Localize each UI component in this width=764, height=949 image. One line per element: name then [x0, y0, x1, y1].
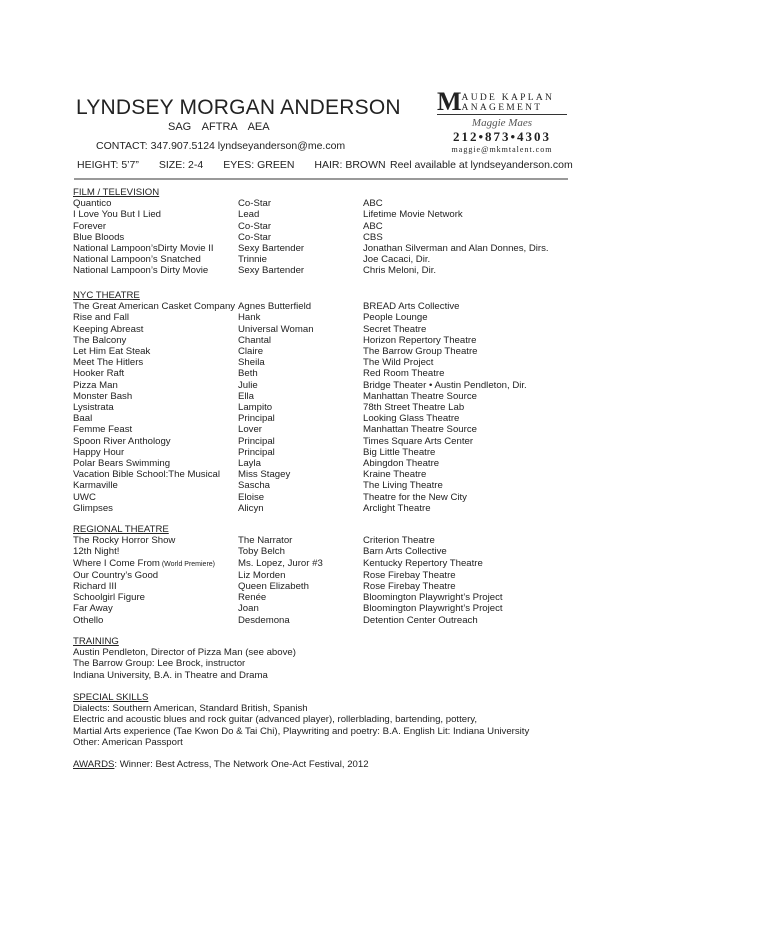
credit-title: UWC	[73, 491, 96, 503]
credit-venue: Manhattan Theatre Source	[363, 424, 477, 436]
credit-role: Lead	[238, 209, 260, 221]
credit-venue: Arclight Theatre	[363, 502, 431, 514]
actor-name: LYNDSEY MORGAN ANDERSON	[76, 96, 401, 119]
logo-line: AUDE KAPLAN	[461, 93, 555, 103]
credit-title: Othello	[73, 614, 104, 626]
training-section	[73, 636, 296, 681]
credit-role: Claire	[238, 346, 264, 358]
credit-venue: People Lounge	[363, 312, 428, 324]
credit-row	[73, 581, 503, 592]
skill-line: Electric and acoustic blues and rock guitar (advanced player), rollerblading, bartending, pottery,	[73, 714, 478, 726]
credit-venue: Looking Glass Theatre	[363, 413, 460, 425]
skills-section	[73, 692, 529, 748]
credit-row	[73, 368, 527, 379]
credit-venue: Criterion Theatre	[363, 535, 435, 547]
section-heading: AWARDS	[73, 759, 115, 770]
credit-role: Principal	[238, 446, 275, 458]
credit-title: Where I Come From (World Premiere)	[73, 557, 216, 569]
credit-venue: ABC	[363, 198, 383, 210]
credit-venue: Red Room Theatre	[363, 368, 445, 380]
physical-stats	[77, 159, 386, 171]
credit-role: Renée	[238, 592, 267, 604]
credit-role: Principal	[238, 435, 275, 447]
credit-title: Let Him Eat Steak	[73, 346, 151, 358]
credit-venue: Horizon Repertory Theatre	[363, 334, 477, 346]
credit-row	[73, 503, 527, 514]
world-premiere-note: (World Premiere)	[159, 560, 216, 568]
credit-venue: Kraine Theatre	[363, 469, 427, 481]
training-line: The Barrow Group: Lee Brock, instructor	[73, 658, 246, 670]
credit-row	[73, 346, 527, 357]
skill-line: Other: American Passport	[73, 736, 183, 748]
header-divider	[74, 178, 568, 180]
credit-row	[73, 402, 527, 413]
credit-row	[73, 436, 527, 447]
section-heading: NYC THEATRE	[73, 290, 140, 301]
credit-row	[73, 357, 527, 368]
credit-title: National Lampoon’s Dirty Movie	[73, 265, 209, 277]
credit-venue: Joe Cacaci, Dir.	[363, 254, 431, 266]
credit-role: Sheila	[238, 357, 265, 369]
credit-title: Happy Hour	[73, 446, 125, 458]
credit-venue: Lifetime Movie Network	[363, 209, 463, 221]
credit-role: Layla	[238, 458, 261, 470]
credit-row	[73, 570, 503, 581]
contact-info: CONTACT: 347.907.5124 lyndseyanderson@me.com	[96, 140, 346, 152]
credit-role: Lover	[238, 424, 262, 436]
credit-venue: Bloomington Playwright’s Project	[363, 603, 503, 615]
credit-row	[73, 458, 527, 469]
credit-role: Miss Stagey	[238, 469, 291, 481]
credit-title: National Lampoon’s Snatched	[73, 254, 201, 266]
eyes: EYES: GREEN	[223, 159, 295, 171]
credit-title: The Balcony	[73, 334, 127, 346]
credit-role: Alicyn	[238, 502, 264, 514]
credit-row	[73, 265, 549, 276]
credit-row	[73, 243, 549, 254]
credit-venue: Big Little Theatre	[363, 446, 436, 458]
credit-title: Glimpses	[73, 502, 113, 514]
awards-section	[73, 759, 369, 770]
credit-title: Lysistrata	[73, 402, 114, 414]
credit-title: Keeping Abreast	[73, 323, 144, 335]
reel-info: Reel available at lyndseyanderson.com	[390, 159, 573, 171]
credit-title: National Lampoon’sDirty Movie II	[73, 243, 214, 255]
credit-role: Hank	[238, 312, 261, 324]
credit-venue: ABC	[363, 220, 383, 232]
credit-role: Eloise	[238, 491, 265, 503]
credit-row	[73, 335, 527, 346]
credit-title: I Love You But I Lied	[73, 209, 162, 221]
credit-row	[73, 198, 549, 209]
credit-venue: Manhattan Theatre Source	[363, 390, 477, 402]
training-line: Austin Pendleton, Director of Pizza Man (see above)	[73, 647, 296, 659]
credit-role: Ms. Lopez, Juror #3	[238, 557, 323, 569]
credit-row	[73, 469, 527, 480]
credit-role: Co-Star	[238, 231, 272, 243]
agency-email: maggie@mkmtalent.com	[451, 145, 553, 154]
credit-role: The Narrator	[238, 535, 293, 547]
credit-role: Agnes Butterfield	[238, 301, 312, 313]
credit-venue: Rose Firebay Theatre	[363, 569, 456, 581]
credit-venue: Barn Arts Collective	[363, 546, 447, 558]
credit-role: Julie	[238, 379, 258, 391]
credit-row	[73, 558, 503, 570]
skill-line: Dialects: Southern American, Standard British, Spanish	[73, 703, 308, 715]
credit-venue: Chris Meloni, Dir.	[363, 265, 437, 277]
credit-role: Beth	[238, 368, 258, 380]
awards-text: : Winner: Best Actress, The Network One-Act Festival, 2012	[114, 759, 369, 770]
credit-venue: Times Square Arts Center	[363, 435, 474, 447]
credit-venue: Rose Firebay Theatre	[363, 581, 456, 593]
credit-venue: The Barrow Group Theatre	[363, 346, 478, 358]
agent-name: Maggie Maes	[471, 117, 533, 129]
hair: HAIR: BROWN	[314, 159, 386, 171]
section-heading: SPECIAL SKILLS	[73, 692, 149, 703]
height: HEIGHT: 5’7”	[77, 159, 139, 171]
credit-row	[73, 391, 527, 402]
credit-venue: BREAD Arts Collective	[363, 301, 460, 313]
training-line: Indiana University, B.A. in Theatre and Drama	[73, 669, 268, 681]
credit-title: Femme Feast	[73, 424, 133, 436]
skill-line: Martial Arts experience (Tae Kwon Do & Tai Chi), Playwriting and poetry: B.A. English Lit: Indiana University	[73, 725, 530, 737]
credit-title: The Rocky Horror Show	[73, 535, 176, 547]
credit-title: Blue Bloods	[73, 231, 125, 243]
section-heading: REGIONAL THEATRE	[73, 524, 169, 535]
credit-role: Sexy Bartender	[238, 265, 305, 277]
credit-role: Sexy Bartender	[238, 243, 305, 255]
credit-row	[73, 546, 503, 557]
credit-row	[73, 535, 503, 546]
credit-title: The Great American Casket Company	[73, 301, 236, 313]
credit-role: Sascha	[238, 480, 270, 492]
credit-role: Queen Elizabeth	[238, 581, 309, 593]
section-heading: FILM / TELEVISION	[73, 187, 160, 198]
unions: SAG AFTRA AEA	[168, 121, 270, 133]
credit-title: Pizza Man	[73, 379, 118, 391]
credit-role: Principal	[238, 413, 275, 425]
credit-venue: Kentucky Repertory Theatre	[363, 557, 483, 569]
credit-role: Lampito	[238, 402, 273, 414]
credit-row	[73, 324, 527, 335]
credit-title: Vacation Bible School:The Musical	[73, 469, 221, 481]
credit-row	[73, 603, 503, 614]
agency-block	[437, 87, 567, 154]
credit-row	[73, 221, 549, 232]
credit-row	[73, 413, 527, 424]
credit-title: Quantico	[73, 198, 112, 210]
credit-title: Richard III	[73, 581, 117, 593]
credit-title: Far Away	[73, 603, 113, 615]
credit-title: Baal	[73, 413, 93, 425]
credit-role: Chantal	[238, 334, 272, 346]
credit-venue: The Wild Project	[363, 357, 434, 369]
credit-row	[73, 312, 527, 323]
credit-venue: 78th Street Theatre Lab	[363, 402, 465, 414]
logo-line: ANAGEMENT	[461, 103, 543, 113]
credit-row	[73, 424, 527, 435]
credit-venue: Abingdon Theatre	[363, 458, 440, 470]
credit-row	[73, 447, 527, 458]
credit-title: Hooker Raft	[73, 368, 125, 380]
credit-row	[73, 301, 527, 312]
credit-role: Toby Belch	[238, 546, 285, 558]
credit-venue: CBS	[363, 231, 383, 243]
credit-title: Schoolgirl Figure	[73, 592, 145, 604]
film-section	[73, 187, 549, 277]
credit-venue: Bloomington Playwright’s Project	[363, 592, 503, 604]
credit-row	[73, 592, 503, 603]
credit-row	[73, 480, 527, 491]
credit-venue: Jonathan Silverman and Alan Donnes, Dirs.	[363, 243, 549, 255]
agency-phone: 212•873•4303	[452, 129, 552, 144]
credit-role: Universal Woman	[238, 323, 314, 335]
credit-venue: The Living Theatre	[363, 480, 443, 492]
credit-title: Spoon River Anthology	[73, 435, 171, 447]
credit-title: 12th Night!	[73, 546, 120, 558]
credit-role: Trinnie	[238, 254, 267, 266]
credit-title: Our Country’s Good	[73, 569, 159, 581]
credit-row	[73, 232, 549, 243]
credit-role: Joan	[238, 603, 259, 615]
size: SIZE: 2-4	[158, 159, 204, 171]
credit-venue: Detention Center Outreach	[363, 614, 478, 626]
section-heading: TRAINING	[73, 636, 119, 647]
credit-row	[73, 380, 527, 391]
credit-role: Co-Star	[238, 220, 272, 232]
credit-role: Liz Morden	[238, 569, 286, 581]
credit-title: Monster Bash	[73, 390, 133, 402]
credit-venue: Bridge Theater • Austin Pendleton, Dir.	[363, 379, 527, 391]
credit-row	[73, 209, 549, 220]
credit-row	[73, 492, 527, 503]
credit-title: Karmaville	[73, 480, 118, 492]
credit-role: Co-Star	[238, 198, 272, 210]
credit-title: Forever	[73, 220, 107, 232]
credit-row	[73, 615, 503, 626]
nyc-theatre-section	[73, 290, 527, 514]
credit-role: Desdemona	[238, 614, 290, 626]
credit-venue: Secret Theatre	[363, 323, 427, 335]
credit-row	[73, 254, 549, 265]
credit-venue: Theatre for the New City	[363, 491, 467, 503]
credit-title: Polar Bears Swimming	[73, 458, 171, 470]
credit-title: Rise and Fall	[73, 312, 129, 324]
credit-title: Meet The Hitlers	[73, 357, 144, 369]
agency-logo	[437, 87, 567, 116]
credit-role: Ella	[238, 390, 254, 402]
regional-theatre-section	[73, 524, 503, 626]
logo-letter: M	[437, 87, 462, 116]
